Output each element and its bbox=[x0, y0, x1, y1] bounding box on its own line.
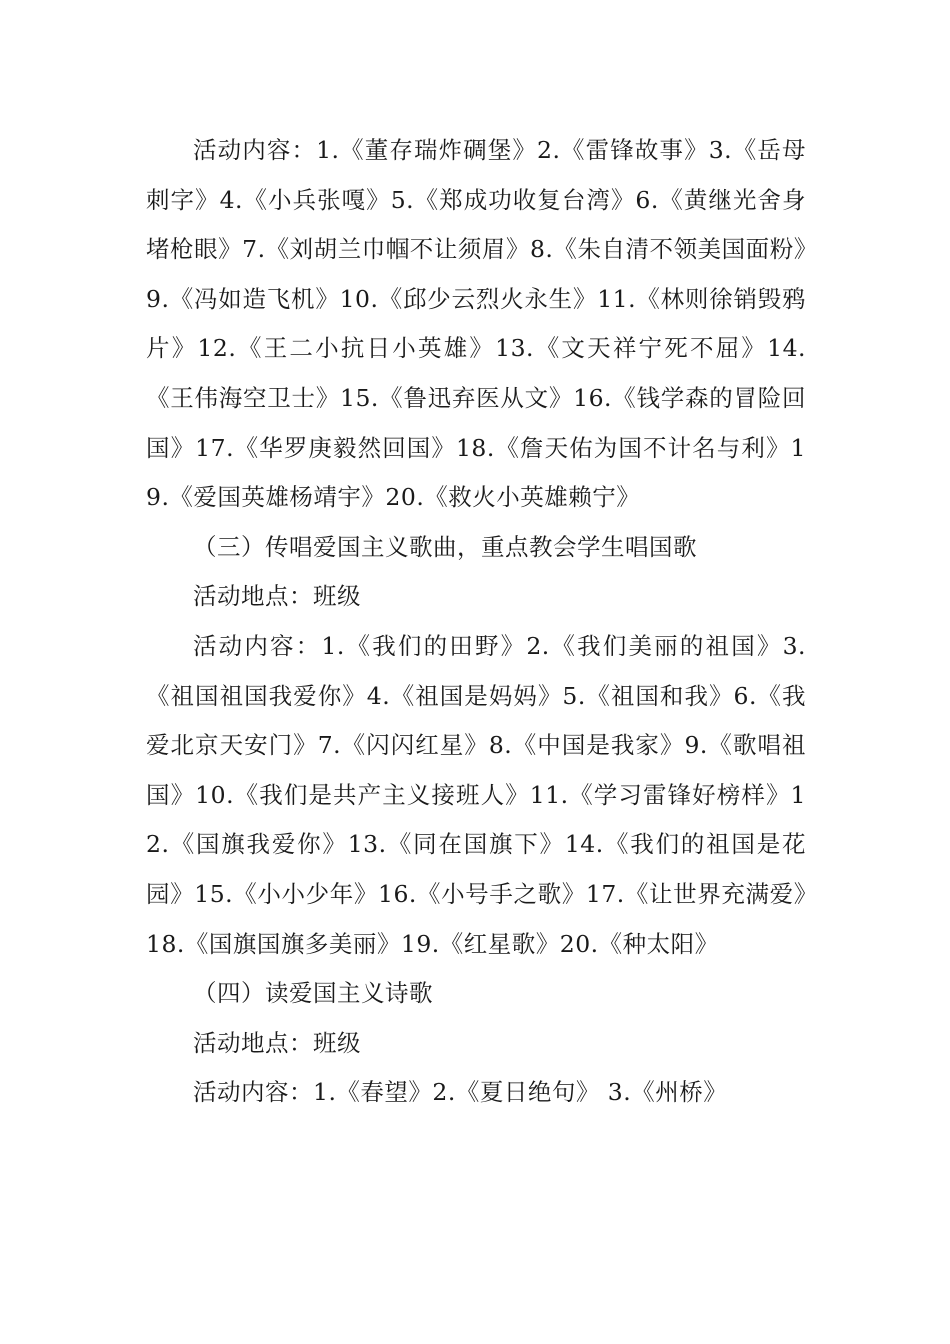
paragraph-section-four-heading: （四）读爱国主义诗歌 bbox=[193, 979, 433, 1008]
paragraph-poems-content: 活动内容：1.《春望》2.《夏日绝句》 3.《州桥》 bbox=[193, 1078, 728, 1107]
paragraph-section-three-heading: （三）传唱爱国主义歌曲，重点教会学生唱国歌 bbox=[193, 532, 697, 561]
paragraph-songs-location: 活动地点：班级 bbox=[193, 582, 361, 611]
paragraph-poems-location: 活动地点：班级 bbox=[193, 1028, 361, 1057]
document-body bbox=[146, 126, 806, 1118]
paragraph-stories-content: 活动内容：1.《董存瑞炸碉堡》2.《雷锋故事》3.《岳母刺字》4.《小兵张嘎》5.《郑成功收复台湾》6.《黄继光舍身堵枪眼》7.《刘胡兰巾帼不让须眉》8.《朱自清不领美国面粉》9.《冯如造飞机》10.《邱少云烈火永生》11.《林则徐销毁鸦片》12.《王二小抗日小英雄》13.《文天祥宁死不屈》14.《王伟海空卫士》15.《鲁迅弃医从文》16.《钱学森的冒险回国》17.《华罗庚毅然回国》18.《詹天佑为国不计名与利》19.《爱国英雄杨靖宇》20.《救火小英雄赖宁》 bbox=[146, 136, 806, 512]
paragraph-songs-content: 活动内容：1.《我们的田野》2.《我们美丽的祖国》3.《祖国祖国我爱你》4.《祖国是妈妈》5.《祖国和我》6.《我爱北京天安门》7.《闪闪红星》8.《中国是我家》9.《歌唱祖国》10.《我们是共产主义接班人》11.《学习雷锋好榜样》12.《国旗我爱你》13.《同在国旗下》14.《我们的祖国是花园》15.《小小少年》16.《小号手之歌》17.《让世界充满爱》18.《国旗国旗多美丽》19.《红星歌》20.《种太阳》 bbox=[146, 631, 806, 958]
